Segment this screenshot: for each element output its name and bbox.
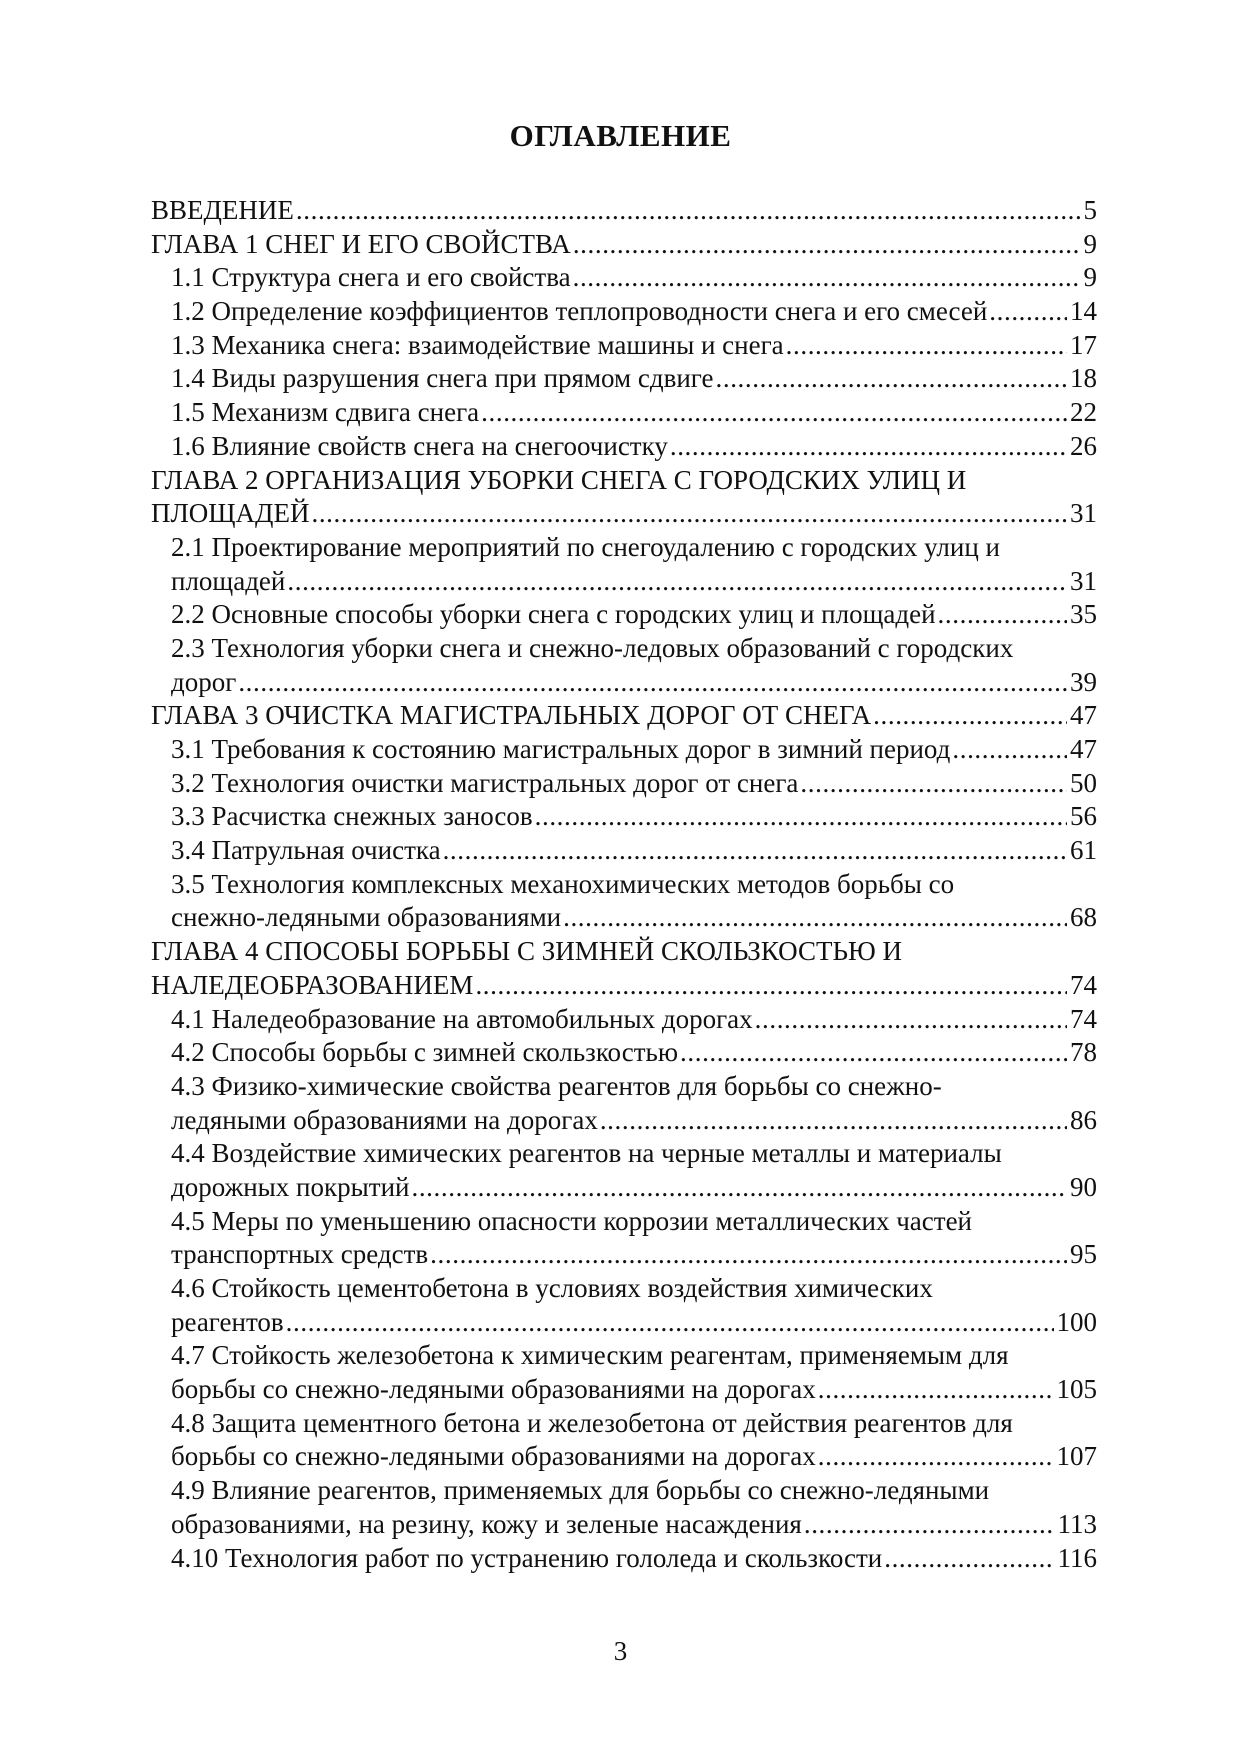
toc-entry-title: 3.2 Технология очистки магистральных дорог от снега xyxy=(171,767,799,798)
toc-section-entry[interactable] xyxy=(151,531,1097,598)
toc-section-entry[interactable] xyxy=(151,329,1097,363)
toc-entry-line xyxy=(171,800,1097,834)
toc-entry-line xyxy=(171,1339,1097,1373)
dot-leader xyxy=(786,329,1067,363)
toc-section-entry[interactable] xyxy=(151,598,1097,632)
dot-leader xyxy=(818,1440,1054,1474)
toc-entry-line xyxy=(171,1508,1097,1542)
toc-section-entry[interactable] xyxy=(151,1137,1097,1204)
toc-entry-line xyxy=(171,598,1097,632)
toc-entry-title: 4.4 Воздействие химических реагентов на черные металлы и материалы xyxy=(171,1138,1002,1169)
toc-entry-title: площадей xyxy=(171,565,286,596)
dot-leader xyxy=(238,666,1067,700)
toc-page-number: 90 xyxy=(1070,1171,1097,1202)
toc-entry-title: 2.3 Технология уборки снега и снежно-ледовых образований с городских xyxy=(171,632,1014,663)
toc-entry-line xyxy=(151,228,1097,262)
toc-entry-line xyxy=(171,531,1097,565)
dot-leader xyxy=(818,1373,1054,1407)
toc-entry-line xyxy=(171,1272,1097,1306)
toc-entry-title: НАЛЕДЕОБРАЗОВАНИЕМ xyxy=(151,969,474,1000)
toc-page-number: 74 xyxy=(1070,969,1097,1000)
toc-entry-line xyxy=(171,565,1097,599)
toc-page-number: 50 xyxy=(1070,767,1097,798)
toc-entry-title: 4.7 Стойкость железобетона к химическим реагентам, применяемым для xyxy=(171,1340,1009,1371)
toc-entry-line xyxy=(171,1440,1097,1474)
dot-leader xyxy=(680,1036,1067,1070)
toc-entry-line xyxy=(171,1238,1097,1272)
toc-entry-line xyxy=(171,1104,1097,1138)
toc-section-entry[interactable] xyxy=(151,767,1097,801)
toc-entry-title: 1.6 Влияние свойств снега на снегоочистку xyxy=(171,430,668,461)
dot-leader xyxy=(804,1508,1055,1542)
toc-entry-line xyxy=(171,834,1097,868)
dot-leader xyxy=(287,565,1067,599)
toc-entry-line xyxy=(171,1306,1097,1340)
toc-page-number: 113 xyxy=(1057,1508,1097,1539)
toc-entry-line xyxy=(171,1542,1097,1576)
toc-entry-line xyxy=(171,1373,1097,1407)
toc-entry-title: ПЛОЩАДЕЙ xyxy=(151,498,310,529)
toc-entry-title: ГЛАВА 3 ОЧИСТКА МАГИСТРАЛЬНЫХ ДОРОГ ОТ СНЕГА xyxy=(151,700,872,731)
toc-page-number: 14 xyxy=(1070,296,1097,327)
toc-page-number: 107 xyxy=(1056,1441,1097,1472)
toc-entry-title: ГЛАВА 2 ОРГАНИЗАЦИЯ УБОРКИ СНЕГА С ГОРОДСКИХ УЛИЦ И xyxy=(151,464,967,495)
toc-entry-title: 4.8 Защита цементного бетона и железобетона от действия реагентов для xyxy=(171,1407,1013,1438)
toc-entry-line xyxy=(171,666,1097,700)
dot-leader xyxy=(311,497,1067,531)
toc-entry-title: дорог xyxy=(171,666,237,697)
toc-section-entry[interactable] xyxy=(151,1474,1097,1541)
toc-page-number: 5 xyxy=(1083,195,1097,225)
dot-leader xyxy=(475,969,1067,1003)
toc-entry-line xyxy=(151,194,1097,228)
toc-entry-title: 4.6 Стойкость цементобетона в условиях воздействия химических xyxy=(171,1273,933,1303)
toc-page-number: 105 xyxy=(1056,1374,1097,1405)
dot-leader xyxy=(800,767,1067,801)
dot-leader xyxy=(755,1003,1067,1037)
toc-entry-line xyxy=(171,733,1097,767)
dot-leader xyxy=(286,1306,1054,1340)
toc-entry-title: 3.5 Технология комплексных механохимических методов борьбы со xyxy=(171,868,955,899)
toc-page-number: 18 xyxy=(1070,363,1097,394)
toc-section-entry[interactable] xyxy=(151,430,1097,464)
toc-entry-line xyxy=(171,1205,1097,1239)
toc-entry-line xyxy=(171,261,1097,295)
toc-chapter-entry[interactable] xyxy=(151,699,1097,733)
toc-entry-title: 1.5 Механизм сдвига снега xyxy=(171,397,480,428)
toc-entry-line xyxy=(171,1070,1097,1104)
toc-section-entry[interactable] xyxy=(151,295,1097,329)
toc-entry-title: 1.1 Структура снега и его свойства xyxy=(171,262,571,293)
toc-chapter-entry[interactable] xyxy=(151,935,1097,1002)
toc-page-number: 116 xyxy=(1057,1542,1097,1573)
toc-entry-line xyxy=(151,969,1097,1003)
toc-section-entry[interactable] xyxy=(151,834,1097,868)
toc-entry-line xyxy=(171,868,1097,902)
toc-entry-line xyxy=(171,767,1097,801)
dot-leader xyxy=(716,362,1068,396)
toc-page-number: 31 xyxy=(1070,565,1097,596)
toc-page-number: 100 xyxy=(1056,1306,1097,1337)
dot-leader xyxy=(430,1238,1067,1272)
dot-leader xyxy=(296,194,1081,228)
toc-chapter-entry[interactable] xyxy=(151,464,1097,531)
toc-section-entry[interactable] xyxy=(151,1003,1097,1037)
toc-entry-title: 1.3 Механика снега: взаимодействие машины и снега xyxy=(171,329,784,360)
toc-section-entry[interactable] xyxy=(151,1205,1097,1272)
toc-entry-line xyxy=(171,362,1097,396)
toc-page-number: 17 xyxy=(1070,329,1097,360)
page-title: ОГЛАВЛЕНИЕ xyxy=(509,118,732,153)
toc-page-number: 47 xyxy=(1070,734,1097,764)
toc-entry-line xyxy=(171,632,1097,666)
dot-leader xyxy=(481,396,1067,430)
dot-leader xyxy=(573,228,1081,262)
toc-page-number: 56 xyxy=(1070,801,1097,832)
toc-section-entry[interactable] xyxy=(151,396,1097,430)
toc-entry-title: борьбы со снежно-ледяными образованиями на дорогах xyxy=(171,1374,816,1405)
toc-entry-line xyxy=(151,699,1097,733)
dot-leader xyxy=(952,733,1067,767)
toc-page-number: 39 xyxy=(1070,666,1097,697)
toc-entry-line xyxy=(151,464,1097,498)
toc-page-number: 95 xyxy=(1070,1239,1097,1270)
toc-section-entry[interactable] xyxy=(151,733,1097,767)
toc-entry-title: 4.3 Физико-химические свойства реагентов для борьбы со снежно- xyxy=(171,1070,942,1101)
toc-entry-title: дорожных покрытий xyxy=(171,1171,410,1202)
toc-entry-line xyxy=(171,1137,1097,1171)
dot-leader xyxy=(884,1542,1054,1576)
dot-leader xyxy=(443,834,1067,868)
toc-entry-line xyxy=(171,396,1097,430)
toc-entry-title: 3.3 Расчистка снежных заносов xyxy=(171,801,533,832)
toc-entry-title: ледяными образованиями на дорогах xyxy=(171,1104,598,1135)
toc-entry-line xyxy=(171,295,1097,329)
dot-leader xyxy=(563,901,1067,935)
dot-leader xyxy=(535,800,1067,834)
toc-section-entry[interactable] xyxy=(151,1070,1097,1137)
toc-page-number: 35 xyxy=(1070,599,1097,630)
toc-entry-title: 4.5 Меры по уменьшению опасности коррозии металлических частей xyxy=(171,1205,973,1236)
toc-page-number: 78 xyxy=(1070,1037,1097,1068)
dot-leader xyxy=(411,1171,1067,1205)
toc-entry-title: образованиями, на резину, кожу и зеленые насаждения xyxy=(171,1508,802,1539)
toc-entry-title: реагентов xyxy=(171,1306,284,1337)
toc-entry-line xyxy=(171,1036,1097,1070)
toc-page-number: 61 xyxy=(1070,835,1097,866)
toc-entry-line xyxy=(171,329,1097,363)
toc-entry-line xyxy=(151,935,1097,969)
toc-section-entry[interactable] xyxy=(151,868,1097,935)
toc-page-number: 86 xyxy=(1070,1104,1097,1135)
toc-page-number: 47 xyxy=(1070,700,1097,731)
toc-entry-line xyxy=(171,1003,1097,1037)
toc-section-entry[interactable] xyxy=(151,362,1097,396)
toc-entry-line xyxy=(151,497,1097,531)
toc-section-entry[interactable] xyxy=(151,800,1097,834)
toc-section-entry[interactable] xyxy=(151,632,1097,699)
toc-entry-title: 1.2 Определение коэффициентов теплопроводности снега и его смесей xyxy=(171,296,988,327)
toc-section-entry[interactable] xyxy=(151,1036,1097,1070)
toc-entry-title: ГЛАВА 1 СНЕГ И ЕГО СВОЙСТВА xyxy=(151,228,571,259)
toc-entry-title: транспортных средств xyxy=(171,1239,429,1270)
toc-entry-title: 2.1 Проектирование мероприятий по снегоудалению с городских улиц и xyxy=(171,531,1000,562)
toc-page-number: 68 xyxy=(1070,902,1097,933)
toc-entry-title: 1.4 Виды разрушения снега при прямом сдвиге xyxy=(171,363,714,394)
toc-entry-line xyxy=(171,901,1097,935)
toc-entry-title: 3.4 Патрульная очистка xyxy=(171,835,441,866)
dot-leader xyxy=(670,430,1067,464)
toc-entry-title: 4.9 Влияние реагентов, применяемых для борьбы со снежно-ледяными xyxy=(171,1475,990,1506)
dot-leader xyxy=(873,699,1067,733)
toc-section-entry[interactable] xyxy=(151,1542,1097,1576)
toc-section-entry[interactable] xyxy=(151,261,1097,295)
toc-page-number: 26 xyxy=(1070,430,1097,461)
toc-entry-title: борьбы со снежно-ледяными образованиями на дорогах xyxy=(171,1441,816,1472)
toc-entry-title: ВВЕДЕНИЕ xyxy=(151,195,294,225)
dot-leader xyxy=(989,295,1067,329)
toc-entry-title: 3.1 Требования к состоянию магистральных дорог в зимний период xyxy=(171,734,951,764)
toc-section-entry[interactable] xyxy=(151,1339,1097,1406)
toc-section-entry[interactable] xyxy=(151,1272,1097,1339)
dot-leader xyxy=(573,261,1081,295)
toc-section-entry[interactable] xyxy=(151,1407,1097,1474)
toc-page-number: 22 xyxy=(1070,397,1097,428)
dot-leader xyxy=(938,598,1067,632)
toc-page-number: 74 xyxy=(1070,1003,1097,1034)
toc-entry-title: снежно-ледяными образованиями xyxy=(171,902,562,933)
toc-page-number: 9 xyxy=(1083,262,1097,293)
toc-chapter-entry[interactable] xyxy=(151,228,1097,262)
toc-entry-title: ГЛАВА 4 СПОСОБЫ БОРЬБЫ С ЗИМНЕЙ СКОЛЬЗКОСТЬЮ И xyxy=(151,936,902,967)
toc-entry-title: 4.1 Наледеобразование на автомобильных дорогах xyxy=(171,1003,753,1034)
toc-entry-title: 4.2 Способы борьбы с зимней скользкостью xyxy=(171,1037,679,1068)
table-of-contents xyxy=(151,194,1097,1575)
toc-page-number: 31 xyxy=(1070,498,1097,529)
toc-chapter-entry[interactable] xyxy=(151,194,1097,228)
dot-leader xyxy=(600,1104,1067,1138)
toc-entry-line xyxy=(171,1474,1097,1508)
toc-entry-title: 4.10 Технология работ по устранению гололеда и скользкости xyxy=(171,1542,883,1573)
toc-entry-title: 2.2 Основные способы уборки снега с городских улиц и площадей xyxy=(171,599,936,630)
toc-entry-line xyxy=(171,430,1097,464)
toc-page-number: 9 xyxy=(1083,228,1097,259)
toc-entry-line xyxy=(171,1407,1097,1441)
toc-entry-line xyxy=(171,1171,1097,1205)
page-number: 3 xyxy=(613,1636,628,1666)
